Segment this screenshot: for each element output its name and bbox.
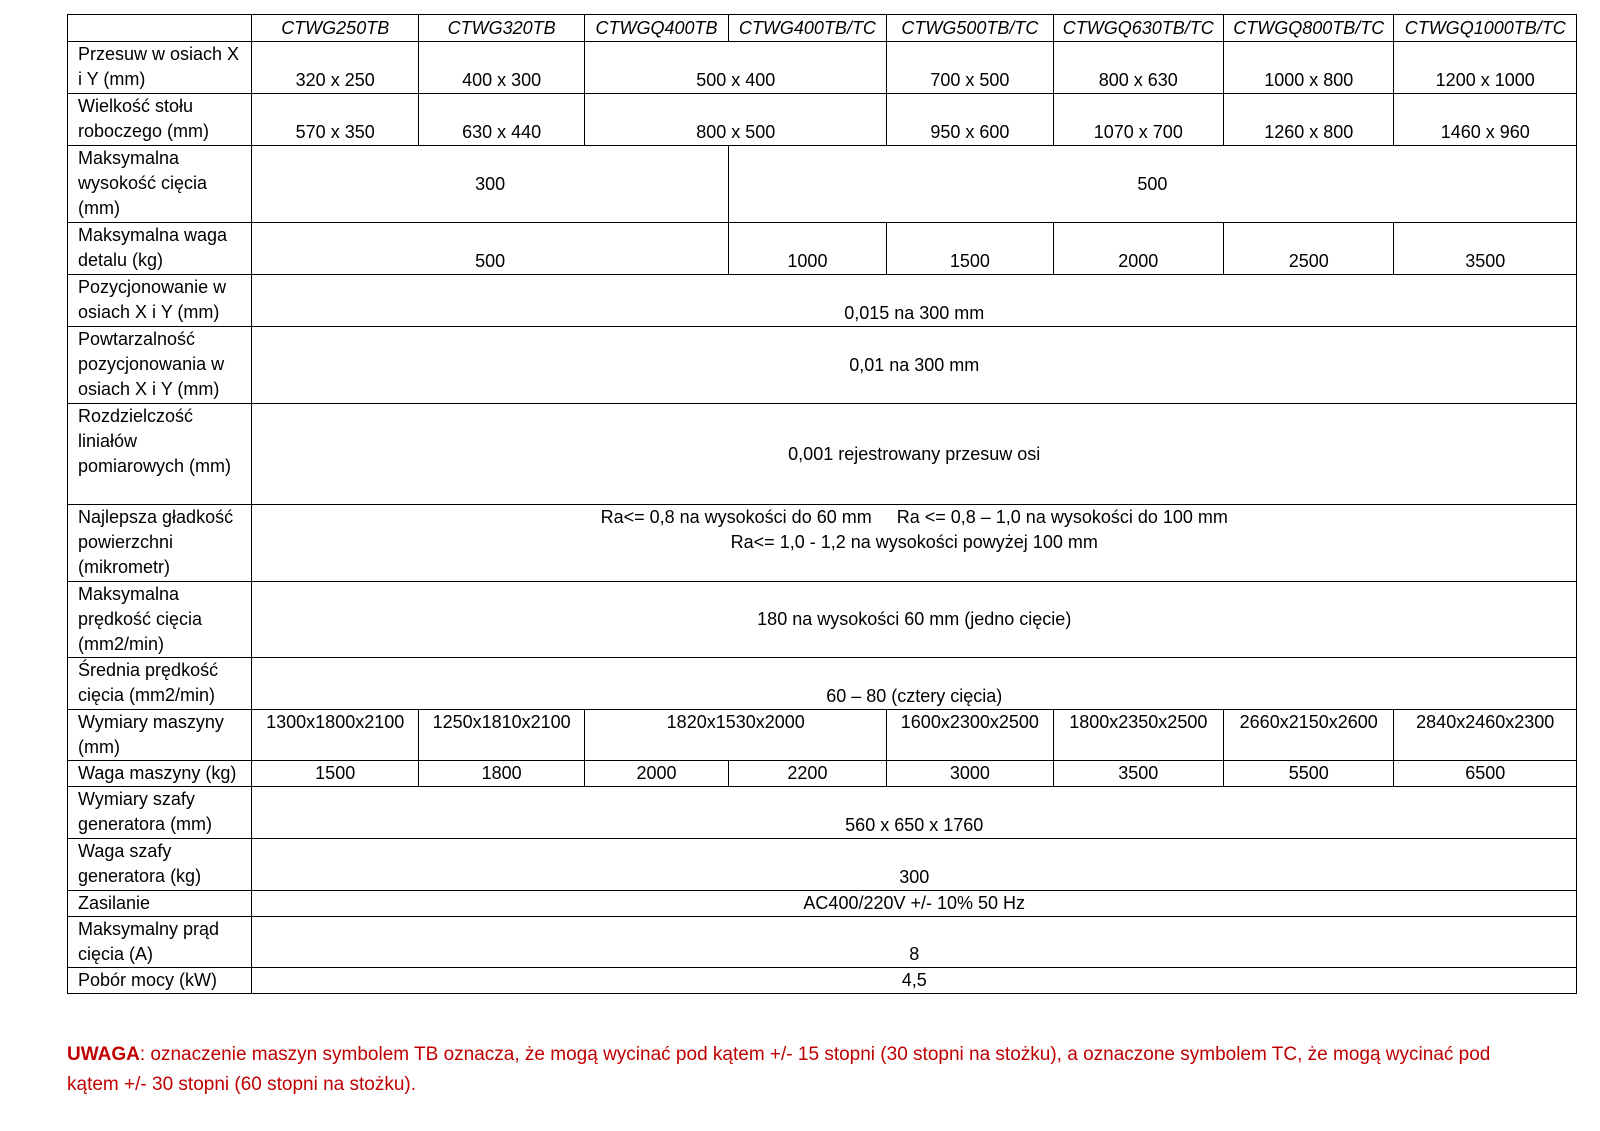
table-row bbox=[68, 968, 1577, 994]
row-label: Przesuw w osiach X i Y (mm) bbox=[68, 42, 252, 94]
footnote bbox=[67, 1040, 1527, 1100]
model-header: CTWGQ800TB/TC bbox=[1224, 15, 1394, 42]
value-cell: 570 x 350 bbox=[252, 94, 418, 146]
value-cell: 320 x 250 bbox=[252, 42, 418, 94]
value-cell: 560 x 650 x 1760 bbox=[252, 787, 1577, 839]
table-row bbox=[68, 94, 1577, 146]
value-cell: 500 x 400 bbox=[585, 42, 887, 94]
value-cell: 1800 bbox=[418, 761, 584, 787]
value-cell: 1600x2300x2500 bbox=[887, 710, 1053, 761]
value-cell: 1070 x 700 bbox=[1053, 94, 1223, 146]
corner-cell bbox=[68, 15, 252, 42]
value-cell: 6500 bbox=[1394, 761, 1577, 787]
value-cell: 2660x2150x2600 bbox=[1224, 710, 1394, 761]
table-row bbox=[68, 404, 1577, 505]
model-header: CTWG400TB/TC bbox=[728, 15, 886, 42]
model-header: CTWGQ1000TB/TC bbox=[1394, 15, 1577, 42]
table-row bbox=[68, 761, 1577, 787]
value-cell: 3500 bbox=[1394, 223, 1577, 275]
model-header: CTWGQ630TB/TC bbox=[1053, 15, 1223, 42]
value-cell: 1200 x 1000 bbox=[1394, 42, 1577, 94]
value-cell: 400 x 300 bbox=[418, 42, 584, 94]
smoothness-line-1: Ra<= 0,8 na wysokości do 60 mm Ra <= 0,8 – 1,0 na wysokości do 100 mm bbox=[600, 507, 1228, 527]
value-cell: 4,5 bbox=[252, 968, 1577, 994]
value-cell: 1800x2350x2500 bbox=[1053, 710, 1223, 761]
table-row bbox=[68, 787, 1577, 839]
value-cell: 800 x 500 bbox=[585, 94, 887, 146]
row-label: Maksymalna waga detalu (kg) bbox=[68, 223, 252, 275]
value-cell: 60 – 80 (cztery cięcia) bbox=[252, 658, 1577, 710]
model-header: CTWG250TB bbox=[252, 15, 418, 42]
row-label: Powtarzalność pozycjonowania w osiach X i Y (mm) bbox=[68, 327, 252, 404]
value-cell: 0,015 na 300 mm bbox=[252, 275, 1577, 327]
value-cell: 950 x 600 bbox=[887, 94, 1053, 146]
row-label: Waga szafy generatora (kg) bbox=[68, 839, 252, 891]
value-cell: 700 x 500 bbox=[887, 42, 1053, 94]
row-label: Waga maszyny (kg) bbox=[68, 761, 252, 787]
row-label: Rozdzielczość liniałów pomiarowych (mm) bbox=[68, 404, 252, 505]
value-cell: 300 bbox=[252, 146, 728, 223]
row-label: Maksymalna wysokość cięcia (mm) bbox=[68, 146, 252, 223]
value-cell: AC400/220V +/- 10% 50 Hz bbox=[252, 891, 1577, 917]
row-label: Wymiary maszyny (mm) bbox=[68, 710, 252, 761]
value-cell: 500 bbox=[728, 146, 1576, 223]
model-header: CTWGQ400TB bbox=[585, 15, 728, 42]
value-cell: 1260 x 800 bbox=[1224, 94, 1394, 146]
table-row bbox=[68, 146, 1577, 223]
footnote-lead: UWAGA bbox=[67, 1044, 140, 1065]
value-cell: 500 bbox=[252, 223, 728, 275]
model-header: CTWG320TB bbox=[418, 15, 584, 42]
header-row bbox=[68, 15, 1577, 42]
table-row bbox=[68, 891, 1577, 917]
table-row bbox=[68, 582, 1577, 658]
value-cell: 1000 x 800 bbox=[1224, 42, 1394, 94]
table-row bbox=[68, 658, 1577, 710]
value-cell: 0,001 rejestrowany przesuw osi bbox=[252, 404, 1577, 505]
row-label: Maksymalna prędkość cięcia (mm2/min) bbox=[68, 582, 252, 658]
footnote-text: : oznaczenie maszyn symbolem TB oznacza, że mogą wycinać pod kątem +/- 15 stopni (30 stopni na stożku), a oznaczone symbolem TC, że mogą wycinać pod kątem +/- 30 stopni (60 stopni na stożku). bbox=[67, 1044, 1491, 1095]
smoothness-line-2: Ra<= 1,0 - 1,2 na wysokości powyżej 100 mm bbox=[730, 532, 1098, 552]
value-cell: 1500 bbox=[887, 223, 1053, 275]
value-cell: 2840x2460x2300 bbox=[1394, 710, 1577, 761]
value-cell: 2500 bbox=[1224, 223, 1394, 275]
table-row bbox=[68, 42, 1577, 94]
value-cell: 300 bbox=[252, 839, 1577, 891]
row-label: Wymiary szafy generatora (mm) bbox=[68, 787, 252, 839]
value-cell: 1500 bbox=[252, 761, 418, 787]
value-cell: 180 na wysokości 60 mm (jedno cięcie) bbox=[252, 582, 1577, 658]
value-cell: 1250x1810x2100 bbox=[418, 710, 584, 761]
spec-table bbox=[67, 14, 1577, 994]
value-cell: 1300x1800x2100 bbox=[252, 710, 418, 761]
row-label: Wielkość stołu roboczego (mm) bbox=[68, 94, 252, 146]
table-row bbox=[68, 275, 1577, 327]
value-cell: 3000 bbox=[887, 761, 1053, 787]
value-cell bbox=[252, 505, 1577, 582]
table-row bbox=[68, 917, 1577, 968]
value-cell: 3500 bbox=[1053, 761, 1223, 787]
row-label: Maksymalny prąd cięcia (A) bbox=[68, 917, 252, 968]
row-label: Najlepsza gładkość powierzchni (mikrometr) bbox=[68, 505, 252, 582]
table-row bbox=[68, 505, 1577, 582]
row-label: Zasilanie bbox=[68, 891, 252, 917]
row-label: Średnia prędkość cięcia (mm2/min) bbox=[68, 658, 252, 710]
value-cell: 0,01 na 300 mm bbox=[252, 327, 1577, 404]
row-label: Pozycjonowanie w osiach X i Y (mm) bbox=[68, 275, 252, 327]
row-label: Pobór mocy (kW) bbox=[68, 968, 252, 994]
table-row bbox=[68, 327, 1577, 404]
table-row bbox=[68, 223, 1577, 275]
value-cell: 2000 bbox=[585, 761, 728, 787]
value-cell: 1820x1530x2000 bbox=[585, 710, 887, 761]
value-cell: 2000 bbox=[1053, 223, 1223, 275]
value-cell: 630 x 440 bbox=[418, 94, 584, 146]
table-row bbox=[68, 839, 1577, 891]
value-cell: 5500 bbox=[1224, 761, 1394, 787]
model-header: CTWG500TB/TC bbox=[887, 15, 1053, 42]
value-cell: 1460 x 960 bbox=[1394, 94, 1577, 146]
value-cell: 800 x 630 bbox=[1053, 42, 1223, 94]
value-cell: 1000 bbox=[728, 223, 886, 275]
table-row bbox=[68, 710, 1577, 761]
value-cell: 2200 bbox=[728, 761, 886, 787]
value-cell: 8 bbox=[252, 917, 1577, 968]
